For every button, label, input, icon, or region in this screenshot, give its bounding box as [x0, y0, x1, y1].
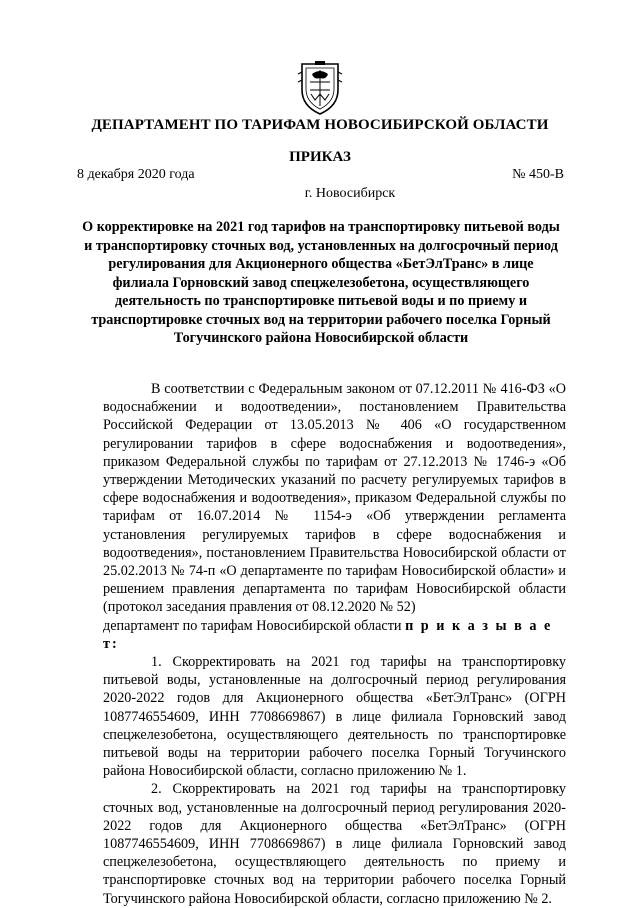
preamble-paragraph: В соответствии с Федеральным законом от 07.12.2011 № 416-ФЗ «О водоснабжении и водоотведении», постановлением Правительства Российской Федерации от 13.05.2013 № 406 «О государственном регулировании тарифов в сфере водоснабжения и водоотведения», приказом Федеральной службы по тарифам от 27.12.2013 № 1746-э «Об утверждении Методических указаний по расчету регулируемых тарифов в сфере водоснабжения и водоотведения», приказом Федеральной службы по тарифам от 16.07.2014 № 1154-э «Об утверждении регламента установления регулируемых тарифов в сфере водоснабжения и водоотведения», постановлением Правительства Новосибирской области от 25.02.2013 № 74-п «О департаменте по тарифам Новосибирской области» и решением правления департамента по тарифам Новосибирской области (протокол заседания правления от 08.12.2020 № 52) [103, 381, 566, 616]
item-2-paragraph: 2. Скорректировать на 2021 год тарифы на транспортировку сточных вод, установленные на долгосрочный период регулирования 2020-2022 годов для Акционерного общества «БетЭлТранс» (ОГРН 1087746554609, ИНН 7708669867) в лице филиала Горновский завод спецжелезобетона, осуществляющего деятельность по приему и транспортировке сточных вод на территории рабочего поселка Горный Тогучинского района Новосибирской области, согласно приложению № 2. [103, 781, 566, 907]
document-date: 8 декабря 2020 года [77, 167, 195, 182]
orders-colon: : [111, 635, 119, 652]
item-1-paragraph: 1. Скорректировать на 2021 год тарифы на транспортировку питьевой воды, установленные на долгосрочный период регулирования 2020-2022 годов для Акционерного общества «БетЭлТранс» (ОГРН 1087746554609, ИНН 7708669867) в лице филиала Горновский завод спецжелезобетона, осуществляющего деятельность по транспортировке питьевой воды на территории рабочего поселка Горный Тогучинского района Новосибирской области, согласно приложению № 1. [103, 654, 566, 780]
department-title: ДЕПАРТАМЕНТ ПО ТАРИФАМ НОВОСИБИРСКОЙ ОБЛАСТИ [91, 117, 549, 133]
document-city: г. Новосибирск [304, 186, 396, 201]
orders-word: п р и к а з ы в а е т [103, 617, 553, 652]
coat-of-arms-icon [296, 60, 344, 116]
orders-lead: департамент по тарифам Новосибирской области [103, 617, 402, 634]
orders-paragraph [103, 617, 566, 653]
document-number: № 450-В [512, 167, 564, 182]
document-title: О корректировке на 2021 год тарифов на транспортировку питьевой воды и транспортировку сточных вод, установленных на долгосрочный период регулирования для Акционерного общества «БетЭлТранс» в лице филиала Горновский завод спецжелезобетона, осуществляющего деятельность по транспортировке питьевой воды и по приему и транспортировке сточных вод на территории рабочего поселка Горный Тогучинского района Новосибирской области [82, 219, 560, 346]
document-type: ПРИКАЗ [289, 149, 351, 165]
document-body [103, 380, 566, 908]
